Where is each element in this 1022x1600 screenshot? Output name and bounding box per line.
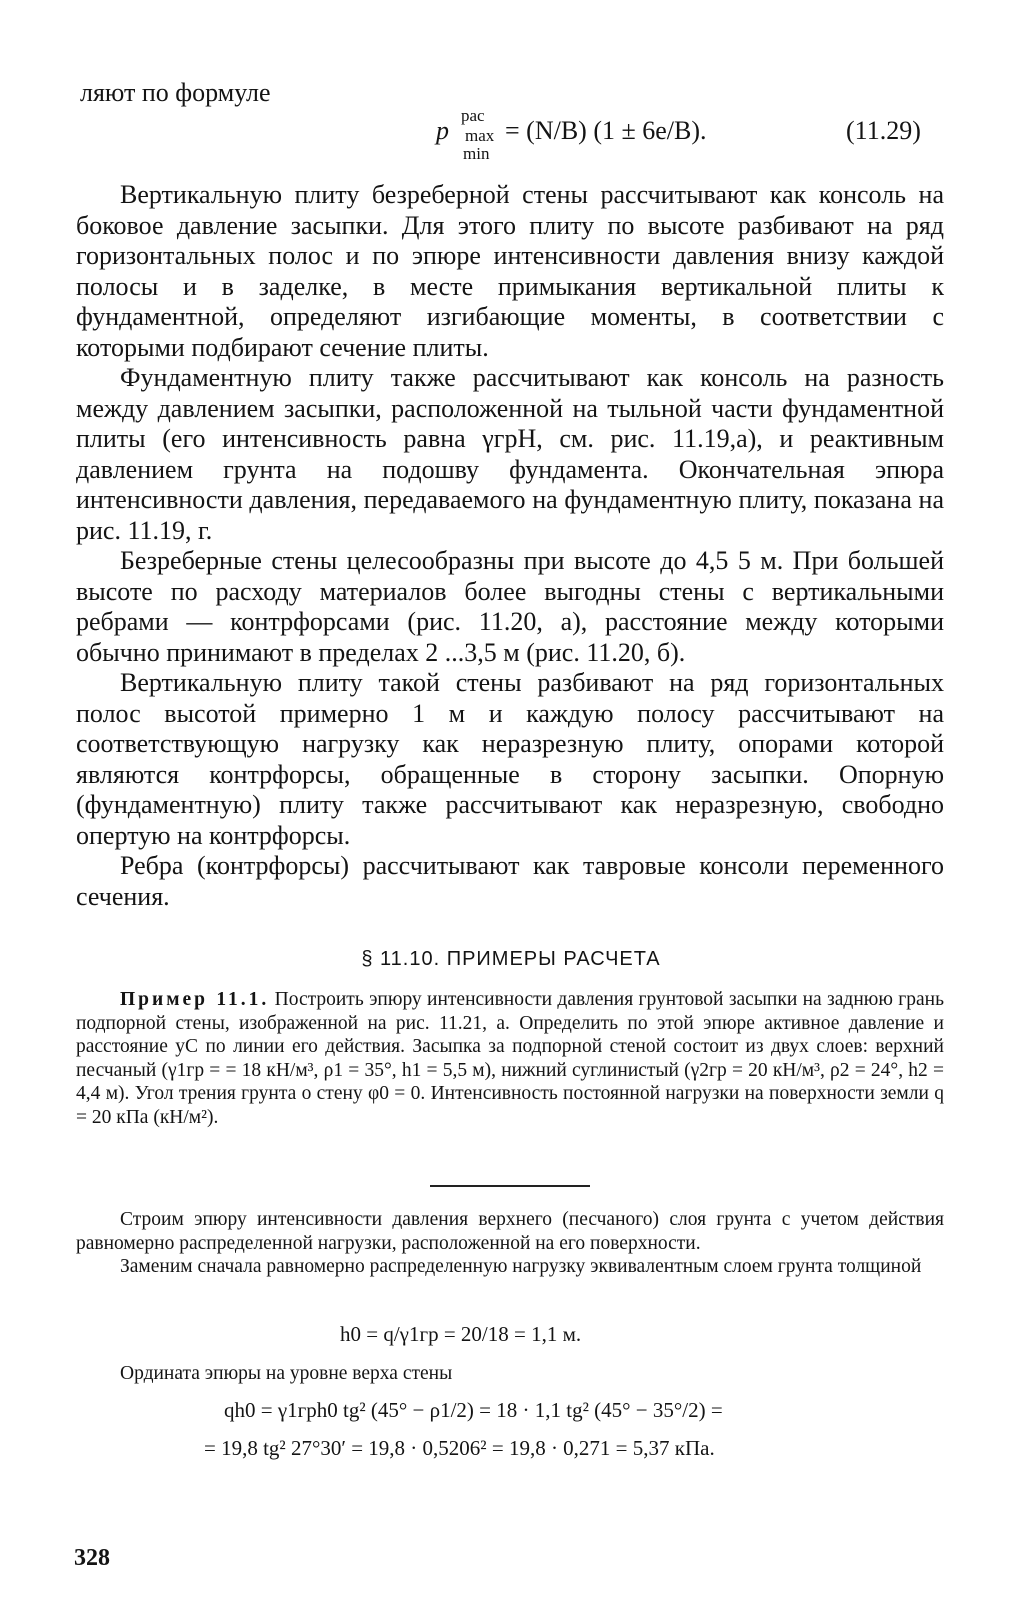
lead-text: ляют по формуле [80,78,271,107]
paragraph: Вертикальную плиту такой стены разбивают на ряд горизонтальных полос высотой примерно 1 м и каждую полосу рассчитывают на соответствующую нагрузку как неразрезную плиту, опорами которой являются контрфорсы, обращенные в сторону засыпки. Опорную (фундаментную) плиту также рассчитывают как неразрезную, свободно опертую на контрфорсы. [76,668,944,850]
example-text: Построить эпюру интенсивности давления грунтовой засыпки на заднюю грань подпорной стены, изображенной на рис. 11.21, а. Определить по этой эпюре активное давление и расстояние yC по линии его действия. Засыпка за подпорной стеной состоит из двух слоев: верхний песчаный (γ1гр = = 18 кН/м³, ρ1 = 35°, h1 = 5,5 м), нижний суглинистый (γ2гр = 20 кН/м³, ρ2 = 24°, h2 = 4,4 м). Угол трения грунта о стену φ0 = 0. Интенсивность постоянной нагрузки на поверхности земли q = 20 кПа (кН/м²). [76,989,944,1128]
main-text [76,180,944,912]
paragraph: Фундаментную плиту также рассчитывают как консоль на разность между давлением засыпки, расположенной на тыльной части фундаментной плиты (его интенсивность равна γгрH, см. рис. 11.19,а), и реактивным давлением грунта на подошву фундамента. Окончательная эпюра интенсивности давления, передаваемого на фундаментную плиту, показана на рис. 11.19, г. [76,363,944,545]
example-block [76,988,944,1129]
paragraph: Безреберные стены целесообразны при высоте до 4,5 5 м. При большей высоте по расходу материалов более выгодны стены с вертикальными ребрами — контрфорсами (рис. 11.20, а), расстояние между которыми обычно принимают в пределах 2 ...3,5 м (рис. 11.20, б). [76,546,944,667]
formula-qh0-line1: qh0 = γ1грh0 tg² (45° − ρ1/2) = 18 · 1,1 tg² (45° − 35°/2) = [224,1398,723,1422]
formula-subscripts: рас max min [461,106,495,163]
paragraph: Вертикальную плиту безреберной стены рассчитывают как консоль на боковое давление засыпки. Для этого плиту по высоте разбивают на ряд горизонтальных полос и по эпюре интенсивности давления внизу каждой полосы и в заделке, в месте примыкания вертикальной плиты к фундаментной, определяют изгибающие моменты, в соответствии с которыми подбирают сечение плиты. [76,180,944,362]
formula-h0: h0 = q/γ1гр = 20/18 = 1,1 м. [340,1322,582,1346]
example-label: Пример 11.1. [120,989,270,1010]
solution-paragraph: Строим эпюру интенсивности давления верхнего (песчаного) слоя грунта с учетом действия равномерно распределенной нагрузки, расположенной на его поверхности. [76,1209,944,1254]
page-number: 328 [74,1545,110,1571]
section-heading: § 11.10. ПРИМЕРЫ РАСЧЕТА [361,948,661,970]
formula-11-29: p рас max min = (N/B) (1 ± 6e/B). [436,106,707,163]
formula-number: (11.29) [846,116,921,145]
formula-qh0-line2: = 19,8 tg² 27°30′ = 19,8 · 0,5206² = 19,8 · 0,271 = 5,37 кПа. [204,1436,715,1460]
separator-line [430,1185,590,1187]
ordinate-text: Ордината эпюры на уровне верха стены [120,1363,453,1384]
solution-block [76,1208,944,1279]
solution-paragraph: Заменим сначала равномерно распределенную нагрузку эквивалентным слоем грунта толщиной [120,1256,922,1277]
formula-body: = (N/B) (1 ± 6e/B). [505,116,707,145]
paragraph: Ребра (контрфорсы) рассчитывают как тавровые консоли переменного сечения. [76,851,944,911]
